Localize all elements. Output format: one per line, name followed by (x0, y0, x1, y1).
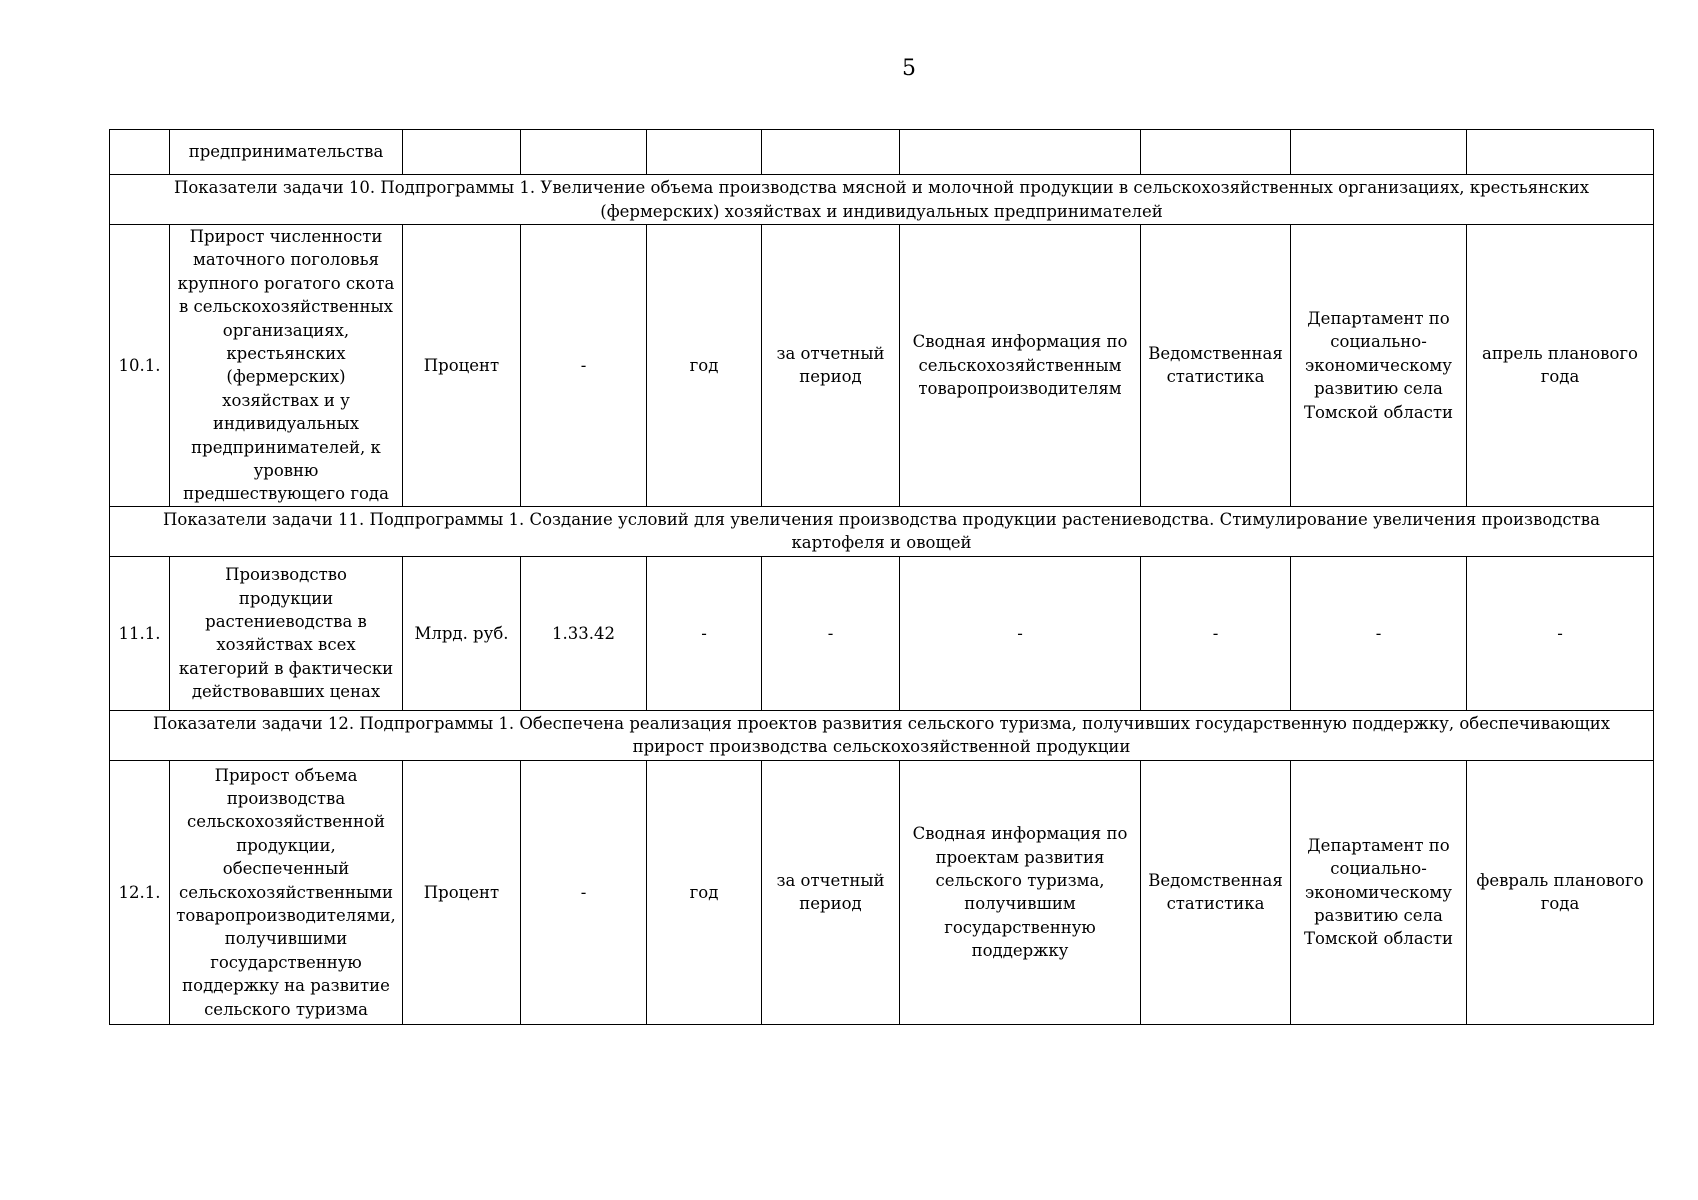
cell-deadline (1467, 130, 1654, 175)
table-row-11-1 (110, 556, 1654, 710)
cell-source-data: Сводная информация по проектам развития сельского туризма, получившим государственную поддержку (900, 760, 1141, 1024)
cell-deadline: февраль планового года (1467, 760, 1654, 1024)
cell-number (110, 130, 170, 175)
cell-unit: Млрд. руб. (403, 556, 521, 710)
cell-periodicity: год (647, 760, 762, 1024)
cell-time-characteristic (762, 130, 900, 175)
table-row-12-1 (110, 760, 1654, 1024)
cell-unit: Процент (403, 760, 521, 1024)
cell-time-characteristic: за отчетный период (762, 225, 900, 507)
section-title: Показатели задачи 11. Подпрограммы 1. Создание условий для увеличения производства продукции растениеводства. Стимулирование увеличения производства картофеля и овощей (110, 506, 1654, 556)
page-number: 5 (902, 56, 916, 81)
cell-collection-method: - (1141, 556, 1291, 710)
cell-unit (403, 130, 521, 175)
cell-code: - (521, 225, 647, 507)
section-row-10 (110, 175, 1654, 225)
cell-code: - (521, 760, 647, 1024)
cell-periodicity: год (647, 225, 762, 507)
cell-code: 1.33.42 (521, 556, 647, 710)
cell-deadline: апрель планового года (1467, 225, 1654, 507)
cell-periodicity: - (647, 556, 762, 710)
cell-responsible: - (1291, 556, 1467, 710)
cell-collection-method (1141, 130, 1291, 175)
indicators-table (109, 129, 1654, 1025)
section-title: Показатели задачи 12. Подпрограммы 1. Обеспечена реализация проектов развития сельского туризма, получивших государственную поддержку, обеспечивающих прирост производства сельскохозяйственной продукции (110, 710, 1654, 760)
table-row-10-1 (110, 225, 1654, 507)
cell-indicator-name: Прирост объема производства сельскохозяйственной продукции, обеспеченный сельскохозяйственными товаропроизводителями, получившими государственную поддержку на развитие сельского туризма (170, 760, 403, 1024)
cell-source-data: - (900, 556, 1141, 710)
cell-periodicity (647, 130, 762, 175)
cell-responsible: Департамент по социально-экономическому развитию села Томской области (1291, 760, 1467, 1024)
cell-number: 10.1. (110, 225, 170, 507)
section-row-11 (110, 506, 1654, 556)
cell-time-characteristic: за отчетный период (762, 760, 900, 1024)
cell-deadline: - (1467, 556, 1654, 710)
cell-number: 11.1. (110, 556, 170, 710)
cell-responsible: Департамент по социально-экономическому развитию села Томской области (1291, 225, 1467, 507)
cell-code (521, 130, 647, 175)
section-row-12 (110, 710, 1654, 760)
table-row-continuation (110, 130, 1654, 175)
cell-unit: Процент (403, 225, 521, 507)
section-title: Показатели задачи 10. Подпрограммы 1. Увеличение объема производства мясной и молочной продукции в сельскохозяйственных организациях, крестьянских (фермерских) хозяйствах и индивидуальных предпринимателей (110, 175, 1654, 225)
cell-number: 12.1. (110, 760, 170, 1024)
cell-collection-method: Ведомственная статистика (1141, 760, 1291, 1024)
cell-source-data (900, 130, 1141, 175)
cell-indicator-name: Прирост численности маточного поголовья крупного рогатого скота в сельскохозяйственных организациях, крестьянских (фермерских) хозяйствах и у индивидуальных предпринимателей, к уровню предшествующего года (170, 225, 403, 507)
cell-indicator-name: Производство продукции растениеводства в хозяйствах всех категорий в фактически действовавших ценах (170, 556, 403, 710)
cell-source-data: Сводная информация по сельскохозяйственным товаропроизводителям (900, 225, 1141, 507)
cell-time-characteristic: - (762, 556, 900, 710)
cell-responsible (1291, 130, 1467, 175)
cell-indicator-name: предпринимательства (170, 130, 403, 175)
cell-collection-method: Ведомственная статистика (1141, 225, 1291, 507)
